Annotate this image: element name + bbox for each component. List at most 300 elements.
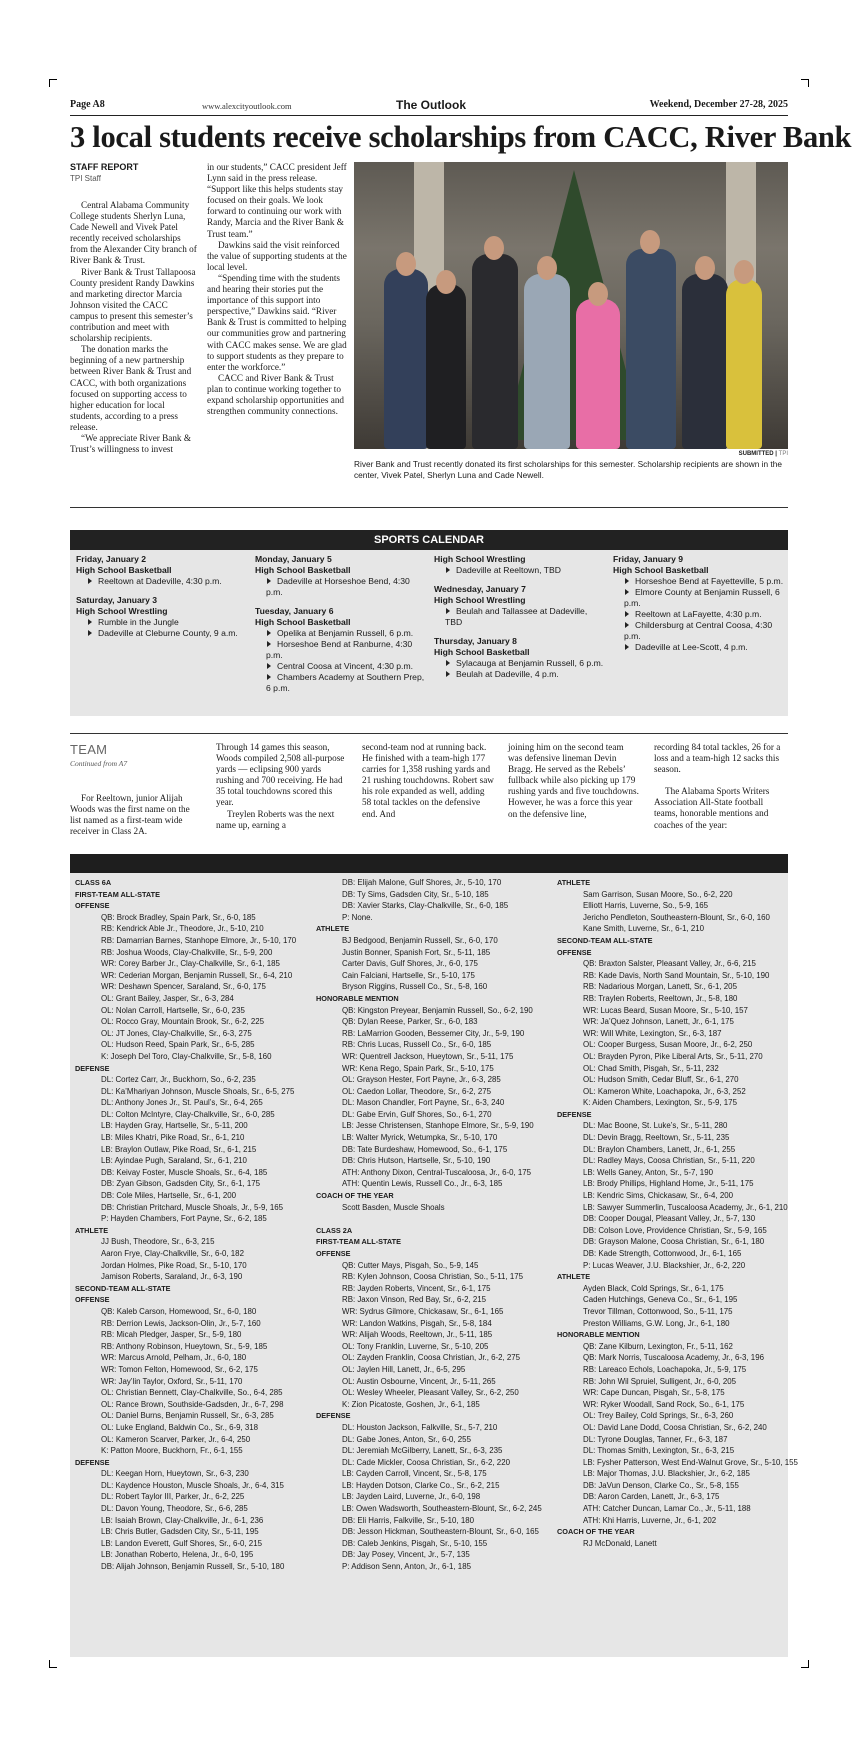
crop-mark-bottom-right — [801, 1660, 809, 1668]
photo-person-head — [695, 256, 715, 280]
roster-entry: LB: Jayden Laird, Luverne, Jr., 6-0, 198 — [342, 1492, 481, 1502]
photo-person-head — [640, 230, 660, 254]
roster-entry: DB: Tate Burdeshaw, Homewood, So., 6-1, 175 — [342, 1144, 508, 1154]
roster-entry: OL: Christian Bennett, Clay-Chalkville, So., 6-4, 285 — [101, 1388, 283, 1398]
roster-entry: K: Zion Picatoste, Goshen, Jr., 6-1, 185 — [342, 1399, 480, 1409]
issue-date: Weekend, December 27-28, 2025 — [649, 99, 788, 110]
crop-mark-top-right — [801, 79, 809, 87]
roster-entry: OL: Jaylen Hill, Lanett, Jr., 6-5, 295 — [342, 1364, 466, 1374]
roster-heading: ATHLETE — [557, 1272, 591, 1282]
roster-entry: RB: Kylen Johnson, Coosa Christian, So., 5-11, 175 — [342, 1272, 523, 1282]
roster-heading: COACH OF THE YEAR — [316, 1191, 394, 1201]
team-column-2 — [216, 742, 348, 831]
roster-entry: DL: Tyrone Douglas, Tanner, Fr., 6-3, 187 — [583, 1434, 728, 1444]
roster-entry: WR: Ryker Woodall, Sand Rock, So., 6-1, 175 — [583, 1399, 745, 1409]
roster-entry: ATH: Khi Harris, Luverne, Jr., 6-1, 202 — [583, 1515, 717, 1525]
roster-entry: OL: Hudson Reed, Spain Park, Sr., 6-5, 285 — [101, 1040, 255, 1050]
roster-entry: OL: Luke England, Baldwin Co., Sr., 6-9, 318 — [101, 1422, 259, 1432]
roster-entry: LB: Hayden Gray, Hartselle, Sr., 5-11, 200 — [101, 1121, 248, 1131]
roster-entry: DB: Elijah Malone, Gulf Shores, Jr., 5-10, 170 — [342, 878, 502, 887]
calendar-sport: High School Wrestling — [434, 554, 526, 564]
calendar-day: Thursday, January 8 — [434, 636, 517, 646]
roster-entry: OL: Grant Bailey, Jasper, Sr., 6-3, 284 — [101, 993, 234, 1003]
roster-entry: K: Patton Moore, Buckhorn, Fr., 6-1, 155 — [101, 1446, 243, 1456]
roster-column — [316, 877, 542, 1573]
photo-person — [472, 254, 518, 449]
roster-entry: OL: Daniel Burns, Benjamin Russell, Sr., 6-3, 285 — [101, 1411, 274, 1421]
photo-person — [626, 249, 676, 449]
roster-entry: OL: Chad Smith, Pisgah, Sr., 5-11, 232 — [583, 1063, 719, 1073]
roster-entry: OL: Nolan Carroll, Hartselle, Sr., 6-0, 235 — [101, 1005, 245, 1015]
calendar-event — [434, 669, 606, 680]
roster-entry: LB: Ayindae Pugh, Saraland, Sr., 6-1, 210 — [101, 1156, 247, 1166]
calendar-event-text: Opelika at Benjamin Russell, 6 p.m. — [277, 628, 414, 638]
team-story-continued: Continued from A7 — [70, 759, 128, 768]
roster-entry: WR: Lucas Beard, Susan Moore, Sr., 5-10, 157 — [583, 1005, 748, 1015]
site-url: www.alexcityoutlook.com — [202, 101, 292, 111]
photo-person — [576, 299, 620, 449]
roster-heading: SECOND-TEAM ALL-STATE — [75, 1283, 171, 1293]
story-paragraph: Dawkins said the visit reinforced the value of supporting students at the local level. — [207, 239, 347, 272]
photo-person-head — [484, 236, 504, 260]
roster-entry: DL: Cade Mickler, Coosa Christian, Sr., 6-2, 220 — [342, 1457, 510, 1467]
roster-entry: DB: Cooper Dougal, Pleasant Valley, Jr., 5-7, 130 — [583, 1214, 756, 1224]
calendar-day: Tuesday, January 6 — [255, 606, 334, 616]
calendar-event — [613, 609, 785, 620]
roster-entry: DB: JaVun Denson, Clarke Co., Sr., 5-8, 155 — [583, 1480, 739, 1490]
roster-entry: WR: Marcus Arnold, Pelham, Jr., 6-0, 180 — [101, 1353, 247, 1363]
roster-entry: Scott Basden, Muscle Shoals — [342, 1202, 445, 1212]
roster-entry: Kane Smith, Luverne, Sr., 6-1, 210 — [583, 924, 705, 934]
roster-heading: CLASS 2A — [316, 1225, 353, 1235]
roster-entry: K: Aiden Chambers, Lexington, Sr., 5-9, 175 — [583, 1098, 737, 1108]
roster-entry: OL: David Lane Dodd, Coosa Christian, Sr., 6-2, 240 — [583, 1422, 767, 1432]
roster-entry: Jamison Roberts, Saraland, Jr., 6-3, 190 — [101, 1272, 243, 1282]
roster-heading: ATHLETE — [75, 1225, 109, 1235]
roster-heading: DEFENSE — [557, 1109, 592, 1119]
sports-calendar-title: SPORTS CALENDAR — [70, 530, 788, 550]
roster-entry: WR: Deshawn Spencer, Saraland, Sr., 6-0, 175 — [101, 982, 266, 992]
roster-entry: RB: Derrion Lewis, Jackson-Olin, Jr., 5-7, 160 — [101, 1318, 261, 1328]
roster-entry: DL: Ka’Mhariyan Johnson, Muscle Shoals, Sr., 6-5, 275 — [101, 1086, 295, 1096]
roster-entry: DL: Gabe Ervin, Gulf Shores, So., 6-1, 270 — [342, 1109, 492, 1119]
roster-entry: DB: Christian Pritchard, Muscle Shoals, Jr., 5-9, 165 — [101, 1202, 283, 1212]
roster-entry: DB: Chris Hutson, Hartselle, Sr., 5-10, 190 — [342, 1156, 491, 1166]
team-paragraph: Through 14 games this season, Woods compiled 2,508 all-purpose yards — eclipsing 900 yards rushing and 700 receiving. He had 35 total touchdowns scored this year. — [216, 742, 345, 808]
roster-entry: OL: Tony Franklin, Luverne, Sr., 5-10, 205 — [342, 1341, 489, 1351]
roster-entry: LB: Brody Phillips, Highland Home, Jr., 5-11, 175 — [583, 1179, 754, 1189]
roster-entry: QB: Braxton Salster, Pleasant Valley, Jr., 6-6, 215 — [583, 959, 756, 969]
roster-entry: P: None. — [342, 912, 373, 922]
calendar-event-text: Beulah and Tallassee at Dadeville, TBD — [445, 606, 588, 627]
roster-heading: DEFENSE — [316, 1411, 351, 1421]
roster-entry: WR: Quentrell Jackson, Hueytown, Sr., 5-11, 175 — [342, 1051, 514, 1061]
photo-credit: SUBMITTED | TPI — [738, 451, 788, 457]
calendar-sport: High School Basketball — [613, 565, 709, 575]
calendar-day: Monday, January 5 — [255, 554, 332, 564]
roster-entry: LB: Hayden Dotson, Clarke Co., Sr., 6-2, 215 — [342, 1480, 500, 1490]
roster-entry: DL: Keegan Horn, Hueytown, Sr., 6-3, 230 — [101, 1469, 249, 1479]
roster-heading: OFFENSE — [316, 1249, 351, 1258]
calendar-column — [255, 554, 427, 694]
calendar-day: Saturday, January 3 — [76, 595, 158, 605]
roster-entry: QB: Dylan Reese, Parker, Sr., 6-0, 183 — [342, 1017, 478, 1027]
roster-entry: DB: Eli Harris, Falkville, Sr., 5-10, 180 — [342, 1515, 474, 1525]
byline-org: TPI Staff — [70, 174, 101, 183]
calendar-event — [613, 576, 785, 587]
calendar-event-text: Horseshoe Bend at Fayetteville, 5 p.m. — [635, 576, 784, 586]
roster-spacer — [316, 1213, 542, 1225]
roster-entry: DB: Zyan Gibson, Gadsden City, Sr., 6-1, 175 — [101, 1179, 261, 1189]
roster-entry: RB: Nadarious Morgan, Lanett, Sr., 6-1, 205 — [583, 982, 737, 992]
calendar-event-text: Dadeville at Reeltown, TBD — [456, 565, 561, 575]
roster-entry: DB: Xavier Starks, Clay-Chalkville, Sr., 6-0, 185 — [342, 901, 509, 911]
roster-entry: LB: Kendric Sims, Chickasaw, Sr., 6-4, 200 — [583, 1191, 733, 1201]
roster-entry: LB: Landon Everett, Gulf Shores, Sr., 6-0, 215 — [101, 1538, 262, 1548]
roster-entry: DL: Gabe Jones, Anton, Sr., 6-0, 255 — [342, 1434, 471, 1444]
story-paragraph: CACC and River Bank & Trust plan to continue working together to expand scholarship opportunities and strengthen community connections. — [207, 372, 345, 417]
calendar-event-text: Reeltown at Dadeville, 4:30 p.m. — [98, 576, 222, 586]
roster-column — [75, 877, 296, 1573]
roster-entry: ATH: Quentin Lewis, Russell Co., Jr., 6-3, 185 — [342, 1179, 503, 1189]
roster-entry: OL: Cooper Burgess, Susan Moore, Jr., 6-2, 250 — [583, 1040, 753, 1050]
calendar-event-text: Beulah at Dadeville, 4 p.m. — [456, 669, 559, 679]
roster-entry: RB: Lareaco Echols, Loachapoka, Jr., 5-9, 175 — [583, 1364, 747, 1374]
roster-entry: OL: Rocco Gray, Mountain Brook, Sr., 6-2, 225 — [101, 1017, 265, 1027]
story-paragraph: in our students,” CACC president Jeff Lynn said in the press release. “Support like this helps students stay focused on their goals. We look forward to continuing our work with Randy, Marcia and the River Bank & Trust team.” — [207, 162, 347, 239]
story-paragraph: River Bank & Trust Tallapoosa County president Randy Dawkins and marketing director Marcia Johnson visited the CACC campus to present this semester’s contribution and meet with scholarship recipients. — [70, 266, 196, 344]
story-paragraph: The donation marks the beginning of a new partnership between River Bank & Trust and CACC, with both organizations focused on supporting access to higher education for local students, according to a press release. — [70, 344, 192, 432]
scholarship-story — [70, 162, 788, 512]
roster-entry: DL: Jeremiah McGilberry, Lanett, Sr., 6-3, 235 — [342, 1446, 503, 1456]
calendar-event — [76, 576, 248, 587]
roster-entry: OL: Austin Osbourne, Vincent, Jr., 5-11, 265 — [342, 1376, 496, 1386]
roster-entry: OL: Grayson Hester, Fort Payne, Jr., 6-3, 285 — [342, 1075, 501, 1085]
team-paragraph: The Alabama Sports Writers Association All-State football teams, honorable mentions and coaches of the year: — [654, 786, 770, 830]
roster-entry: Ayden Black, Cold Springs, Sr., 6-1, 175 — [583, 1283, 724, 1293]
calendar-sport: High School Basketball — [434, 647, 530, 657]
calendar-day: Wednesday, January 7 — [434, 584, 526, 594]
roster-entry: QB: Cutter Mays, Pisgah, So., 5-9, 145 — [342, 1260, 479, 1270]
calendar-sport: High School Wrestling — [76, 606, 168, 616]
team-paragraph: Treylen Roberts was the next name up, earning a — [216, 808, 335, 830]
calendar-sport: High School Basketball — [255, 565, 351, 575]
team-column-4 — [508, 742, 640, 820]
roster-heading: DEFENSE — [75, 1063, 110, 1073]
calendar-event — [76, 628, 248, 639]
roster-entry: Justin Bonner, Spanish Fort, Sr., 5-11, 185 — [342, 947, 491, 957]
roster-entry: Preston Williams, G.W. Long, Jr., 6-1, 180 — [583, 1318, 730, 1328]
roster-entry: DB: Cole Miles, Hartselle, Sr., 6-1, 200 — [101, 1191, 237, 1201]
story-column-2 — [207, 162, 351, 417]
all-state-roster — [70, 873, 798, 1657]
calendar-event-text: Sylacauga at Benjamin Russell, 6 p.m. — [456, 658, 604, 668]
team-column-3 — [362, 742, 494, 820]
roster-entry: DB: Jay Posey, Vincent, Jr., 5-7, 135 — [342, 1550, 470, 1560]
roster-entry: Trevor Tillman, Cottonwood, So., 5-11, 175 — [583, 1306, 733, 1316]
roster-entry: DB: Jesson Hickman, Southeastern-Blount, Sr., 6-0, 165 — [342, 1527, 539, 1537]
roster-entry: LB: Isaiah Brown, Clay-Chalkville, Jr., 6-1, 236 — [101, 1515, 264, 1525]
roster-entry: DB: Ty Sims, Gadsden City, Sr., 5-10, 185 — [342, 889, 489, 899]
story-column-1 — [70, 200, 197, 455]
roster-entry: OL: Kameron Scarver, Parker, Jr., 6-4, 250 — [101, 1434, 251, 1444]
roster-entry: LB: Jonathan Roberto, Helena, Jr., 6-0, 195 — [101, 1550, 254, 1560]
paper-name: The Outlook — [396, 98, 466, 112]
calendar-event — [255, 661, 427, 672]
roster-entry: BJ Bedgood, Benjamin Russell, Sr., 6-0, 170 — [342, 935, 498, 945]
byline-author: STAFF REPORT — [70, 162, 139, 172]
calendar-event-text: Reeltown at LaFayette, 4:30 p.m. — [635, 609, 762, 619]
roster-entry: OL: Rance Brown, Southside-Gadsden, Jr., 6-7, 298 — [101, 1399, 284, 1409]
roster-entry: LB: Chris Butler, Gadsden City, Sr., 5-11, 195 — [101, 1527, 259, 1537]
photo-person-head — [537, 256, 557, 280]
sports-calendar — [70, 550, 788, 716]
roster-entry: Sam Garrison, Susan Moore, So., 6-2, 220 — [583, 889, 733, 899]
roster-entry: DB: Colson Love, Providence Christian, Sr., 5-9, 165 — [583, 1225, 767, 1235]
calendar-event-text: Central Coosa at Vincent, 4:30 p.m. — [277, 661, 413, 671]
roster-entry: WR: Tomon Felton, Homewood, Sr., 6-2, 175 — [101, 1364, 258, 1374]
calendar-column — [434, 554, 606, 680]
roster-heading: ATHLETE — [557, 878, 591, 887]
roster-entry: Cain Falciani, Hartselle, Sr., 5-10, 175 — [342, 970, 475, 980]
roster-entry: DL: Anthony Jones Jr., St. Paul’s, Sr., 6-4, 265 — [101, 1098, 263, 1108]
calendar-event — [255, 576, 427, 598]
headline: 3 local students receive scholarships from CACC, River Bank — [70, 120, 852, 154]
photo-person-head — [734, 260, 754, 284]
calendar-event — [255, 672, 427, 694]
team-column-5 — [654, 742, 786, 831]
calendar-day: Friday, January 9 — [613, 554, 684, 564]
roster-entry: DL: Radley Mays, Coosa Christian, Sr., 5-11, 220 — [583, 1156, 755, 1166]
roster-entry: RB: Anthony Robinson, Hueytown, Sr., 5-9, 185 — [101, 1341, 268, 1351]
roster-entry: DL: Cortez Carr, Jr., Buckhorn, So., 6-2, 235 — [101, 1075, 256, 1085]
roster-entry: RB: John Wil Spruiel, Sulligent, Jr., 6-0, 205 — [583, 1376, 737, 1386]
crop-mark-bottom-left — [49, 1660, 57, 1668]
roster-entry: DB: Kade Strength, Cottonwood, Jr., 6-1, 165 — [583, 1249, 742, 1258]
story-paragraph: Central Alabama Community College students Sherlyn Luna, Cade Newell and Vivek Patel recently received scholarships from the Alexander City branch of River Bank & Trust. — [70, 200, 197, 266]
roster-entry: LB: Major Thomas, J.U. Blackshier, Jr., 6-2, 185 — [583, 1469, 750, 1479]
roster-entry: DL: Devin Bragg, Reeltown, Sr., 5-11, 235 — [583, 1133, 730, 1143]
roster-entry: RB: Jaxon Vinson, Red Bay, Sr., 6-2, 215 — [342, 1295, 487, 1305]
group-photo — [354, 162, 788, 449]
roster-entry: LB: Owen Wadsworth, Southeastern-Blount, Sr., 6-2, 245 — [342, 1504, 542, 1514]
team-paragraph: second-team nod at running back. He finished with a team-high 177 carries for 1,358 rushing yards and 21 rushing touchdowns. Robert saw his role expanded as well, adding 58 total tackles on the defensive end. And — [362, 742, 494, 819]
roster-entry: RB: Kade Davis, North Sand Mountain, Sr., 5-10, 190 — [583, 970, 770, 980]
roster-entry: DL: Colton McIntyre, Clay-Chalkville, Sr., 6-0, 285 — [101, 1109, 275, 1119]
page — [70, 98, 852, 512]
calendar-column — [76, 554, 248, 639]
calendar-event — [613, 620, 785, 642]
roster-heading: SECOND-TEAM ALL-STATE — [557, 935, 653, 945]
calendar-event — [613, 642, 785, 653]
roster-entry: ATH: Catcher Duncan, Lamar Co., Jr., 5-11, 188 — [583, 1504, 751, 1514]
roster-entry: DB: Grayson Malone, Coosa Christian, Sr., 6-1, 180 — [583, 1237, 765, 1247]
calendar-event-text: Rumble in the Jungle — [98, 617, 179, 627]
roster-heading: OFFENSE — [557, 947, 592, 957]
roster-entry: WR: Landon Watkins, Pisgah, Sr., 5-8, 184 — [342, 1318, 492, 1328]
team-paragraph: joining him on the second team was defensive lineman Devin Bragg. He served as the Rebels’ fullback while also picking up 179 rushing yards and five touchdowns. However, he was a force this year on the defensive line, — [508, 742, 639, 819]
calendar-event-text: Horseshoe Bend at Ranburne, 4:30 p.m. — [266, 639, 413, 660]
team-story-label: TEAM — [70, 742, 108, 757]
photo-person-head — [588, 282, 608, 306]
photo-person — [426, 284, 466, 449]
calendar-event-text: Childersburg at Central Coosa, 4:30 p.m. — [624, 620, 773, 641]
roster-entry: OL: Wesley Wheeler, Pleasant Valley, Sr., 6-2, 250 — [342, 1388, 519, 1398]
roster-heading: FIRST-TEAM ALL-STATE — [316, 1237, 401, 1247]
roster-entry: OL: JT Jones, Clay-Chalkville, Sr., 6-3, 275 — [101, 1028, 252, 1038]
roster-heading: ATHLETE — [316, 924, 350, 934]
roster-entry: QB: Kingston Preyear, Benjamin Russell, So., 6-2, 190 — [342, 1005, 533, 1015]
roster-entry: DL: Mason Chandler, Fort Payne, Sr., 6-3, 240 — [342, 1098, 505, 1108]
photo-person — [384, 269, 428, 449]
roster-entry: DB: Aaron Carden, Lanett, Jr., 6-3, 175 — [583, 1492, 720, 1502]
roster-entry: P: Addison Senn, Anton, Jr., 6-1, 185 — [342, 1562, 471, 1572]
roster-entry: Jordan Holmes, Pike Road, Sr., 5-10, 170 — [101, 1260, 247, 1270]
calendar-event — [434, 658, 606, 669]
team-column-1 — [70, 793, 202, 837]
photo-person — [726, 279, 762, 449]
roster-entry: P: Hayden Chambers, Fort Payne, Sr., 6-2, 185 — [101, 1214, 267, 1224]
roster-heading: HONORABLE MENTION — [557, 1330, 640, 1340]
roster-entry: OL: Hudson Smith, Cedar Bluff, Sr., 6-1, 270 — [583, 1075, 739, 1085]
roster-entry: Aaron Frye, Clay-Chalkville, Sr., 6-0, 182 — [101, 1249, 244, 1258]
calendar-column — [613, 554, 785, 653]
calendar-event — [434, 565, 606, 576]
roster-entry: WR: Jay’lin Taylor, Oxford, Sr., 5-11, 170 — [101, 1376, 243, 1386]
roster-entry: P: Lucas Weaver, J.U. Blackshier, Jr., 6-2, 220 — [583, 1260, 746, 1270]
calendar-sport: High School Basketball — [76, 565, 172, 575]
calendar-sport: High School Basketball — [255, 617, 351, 627]
roster-entry: OL: Brayden Pyron, Pike Liberal Arts, Sr., 5-11, 270 — [583, 1051, 763, 1061]
calendar-event — [613, 587, 785, 609]
calendar-event — [255, 628, 427, 639]
roster-heading: CLASS 6A — [75, 878, 112, 887]
photo-person-head — [436, 270, 456, 294]
roster-entry: WR: Corey Barber Jr., Clay-Chalkville, Sr., 6-1, 185 — [101, 959, 280, 969]
roster-entry: WR: Cape Duncan, Pisgah, Sr., 5-8, 175 — [583, 1388, 725, 1398]
roster-entry: OL: Trey Bailey, Cold Springs, Sr., 6-3, 260 — [583, 1411, 734, 1421]
roster-entry: QB: Zane Kilburn, Lexington, Fr., 5-11, 162 — [583, 1341, 733, 1351]
photo-person-head — [396, 252, 416, 276]
calendar-event — [76, 617, 248, 628]
roster-heading: OFFENSE — [75, 901, 110, 911]
roster-entry: RB: Micah Pledger, Jasper, Sr., 5-9, 180 — [101, 1330, 242, 1340]
roster-entry: DL: Kaydence Houston, Muscle Shoals, Jr., 6-4, 315 — [101, 1480, 284, 1490]
roster-entry: RB: Kendrick Able Jr., Theodore, Jr., 5-10, 210 — [101, 924, 264, 934]
roster-entry: DL: Davon Young, Theodore, Sr., 6-6, 285 — [101, 1504, 248, 1514]
roster-entry: QB: Mark Norris, Tuscaloosa Academy, Jr., 6-3, 196 — [583, 1353, 764, 1363]
calendar-day: Friday, January 2 — [76, 554, 147, 564]
roster-column — [557, 877, 798, 1549]
roster-entry: LB: Walter Myrick, Wetumpka, Sr., 5-10, 170 — [342, 1133, 498, 1143]
team-story — [70, 742, 788, 842]
roster-entry: DL: Robert Taylor III, Parker, Jr., 6-2, 225 — [101, 1492, 245, 1502]
masthead — [70, 98, 788, 116]
roster-entry: WR: Cederian Morgan, Benjamin Russell, Sr., 6-4, 210 — [101, 970, 293, 980]
roster-entry: RB: Joshua Woods, Clay-Chalkville, Sr., 5-9, 200 — [101, 947, 273, 957]
roster-entry: RJ McDonald, Lanett — [583, 1538, 657, 1548]
roster-entry: Elliott Harris, Luverne, So., 5-9, 165 — [583, 901, 708, 911]
roster-entry: K: Joseph Del Toro, Clay-Chalkville, Sr., 5-8, 160 — [101, 1051, 272, 1061]
roster-entry: OL: Zayden Franklin, Coosa Christian, Jr., 6-2, 275 — [342, 1353, 521, 1363]
roster-entry: ATH: Anthony Dixon, Central-Tuscaloosa, Jr., 6-0, 175 — [342, 1167, 532, 1177]
roster-entry: DB: Caleb Jenkins, Pisgah, Sr., 5-10, 155 — [342, 1538, 488, 1548]
roster-heading: FIRST-TEAM ALL-STATE — [75, 889, 160, 899]
roster-entry: WR: Alijah Woods, Reeltown, Jr., 5-11, 185 — [342, 1330, 493, 1340]
roster-entry: DL: Mac Boone, St. Luke’s, Sr., 5-11, 280 — [583, 1121, 728, 1131]
roster-entry: LB: Jesse Christensen, Stanhope Elmore, Sr., 5-9, 190 — [342, 1121, 534, 1131]
story-paragraph: “We appreciate River Bank & Trust’s willingness to invest — [70, 432, 191, 455]
roster-entry: LB: Sawyer Summerlin, Tuscaloosa Academy, Jr., 6-1, 210 — [583, 1202, 788, 1212]
all-state-header-bar — [70, 854, 788, 873]
roster-entry: RB: LaMarrion Gooden, Bessemer City, Jr., 5-9, 190 — [342, 1028, 525, 1038]
photo-credit-org: TPI — [778, 451, 788, 457]
roster-entry: OL: Kameron White, Loachapoka, Jr., 6-3, 252 — [583, 1086, 746, 1096]
roster-entry: LB: Braylon Outlaw, Pike Road, Sr., 6-1, 215 — [101, 1144, 257, 1154]
byline — [70, 162, 197, 184]
roster-entry: LB: Wells Ganey, Anton, Sr., 5-7, 190 — [583, 1167, 713, 1177]
roster-heading: OFFENSE — [75, 1295, 110, 1305]
calendar-sport: High School Wrestling — [434, 595, 526, 605]
photo-person — [524, 274, 570, 449]
calendar-event-text: Chambers Academy at Southern Prep, 6 p.m. — [266, 672, 425, 693]
roster-entry: WR: Ja’Quez Johnson, Lanett, Jr., 6-1, 175 — [583, 1017, 734, 1027]
roster-entry: DL: Thomas Smith, Lexington, Sr., 6-3, 215 — [583, 1446, 735, 1456]
roster-entry: RB: Traylen Roberts, Reeltown, Jr., 5-8, 180 — [583, 993, 738, 1003]
roster-entry: DB: Alijah Johnson, Benjamin Russell, Sr., 5-10, 180 — [101, 1562, 285, 1572]
roster-entry: Bryson Riggins, Russell Co., Sr., 5-8, 160 — [342, 982, 488, 992]
roster-entry: DL: Braylon Chambers, Lanett, Jr., 6-1, 255 — [583, 1144, 736, 1154]
roster-entry: RB: Chris Lucas, Russell Co., Sr., 6-0, 185 — [342, 1040, 492, 1050]
roster-entry: DL: Houston Jackson, Falkville, Sr., 5-7, 210 — [342, 1422, 498, 1432]
photo-person — [682, 274, 728, 449]
roster-entry: JJ Bush, Theodore, Sr., 6-3, 215 — [101, 1237, 215, 1247]
roster-entry: LB: Fysher Patterson, West End-Walnut Grove, Sr., 5-10, 155 — [583, 1457, 798, 1467]
calendar-event-text: Dadeville at Lee-Scott, 4 p.m. — [635, 642, 748, 652]
crop-mark-top-left — [49, 79, 57, 87]
calendar-event — [255, 639, 427, 661]
roster-entry: WR: Kena Rego, Spain Park, Sr., 5-10, 175 — [342, 1063, 494, 1073]
roster-entry: RB: Jayden Roberts, Vincent, Sr., 6-1, 175 — [342, 1283, 491, 1293]
photo-caption: River Bank and Trust recently donated its first scholarships for this semester. Scholarship recipients are shown in the center, Vivek Patel, Sherlyn Luna and Cade Newell. — [354, 459, 782, 480]
calendar-event-text: Dadeville at Cleburne County, 9 a.m. — [98, 628, 238, 638]
roster-entry: Carter Davis, Gulf Shores, Jr., 6-0, 175 — [342, 959, 478, 969]
calendar-event — [434, 606, 606, 628]
roster-heading: COACH OF THE YEAR — [557, 1527, 635, 1537]
roster-entry: QB: Brock Bradley, Spain Park, Sr., 6-0, 185 — [101, 912, 256, 922]
roster-entry: DB: Keivay Foster, Muscle Shoals, Sr., 6-4, 185 — [101, 1167, 268, 1177]
section-divider — [70, 733, 788, 734]
roster-entry: WR: Sydrus Gilmore, Chickasaw, Sr., 6-1, 165 — [342, 1306, 504, 1316]
section-divider — [70, 507, 788, 508]
team-paragraph: For Reeltown, junior Alijah Woods was the first name on the list named as a first-team wide receiver in Class 2A. — [70, 793, 190, 837]
photo-credit-source: SUBMITTED — [738, 451, 774, 457]
page-number: Page A8 — [70, 99, 105, 110]
roster-heading: DEFENSE — [75, 1457, 110, 1467]
roster-entry: WR: Will White, Lexington, Sr., 6-3, 187 — [583, 1028, 722, 1038]
roster-entry: Caden Hutchings, Geneva Co., Sr., 6-1, 195 — [583, 1295, 738, 1305]
roster-entry: LB: Cayden Carroll, Vincent, Sr., 5-8, 175 — [342, 1469, 487, 1479]
calendar-event-text: Elmore County at Benjamin Russell, 6 p.m. — [624, 587, 780, 608]
story-paragraph: “Spending time with the students and hearing their stories put the importance of this support into perspective,” Dawkins said. “River Bank & Trust is committed to helping our communities grow and partnering with CACC makes sense. We are glad to support students as they prepare to enter the workforce.” — [207, 272, 347, 372]
roster-entry: QB: Kaleb Carson, Homewood, Sr., 6-0, 180 — [101, 1306, 257, 1316]
roster-entry: RB: Damarrian Barnes, Stanhope Elmore, Jr., 5-10, 170 — [101, 935, 297, 945]
calendar-event-text: Dadeville at Horseshoe Bend, 4:30 p.m. — [266, 576, 410, 597]
roster-heading: HONORABLE MENTION — [316, 993, 399, 1003]
team-paragraph: recording 84 total tackles, 26 for a loss and a team-high 12 sacks this season. — [654, 742, 781, 775]
roster-entry: Jericho Pendleton, Southeastern-Blount, Sr., 6-0, 160 — [583, 912, 770, 922]
roster-entry: OL: Caedon Lollar, Theodore, Sr., 6-2, 275 — [342, 1086, 491, 1096]
